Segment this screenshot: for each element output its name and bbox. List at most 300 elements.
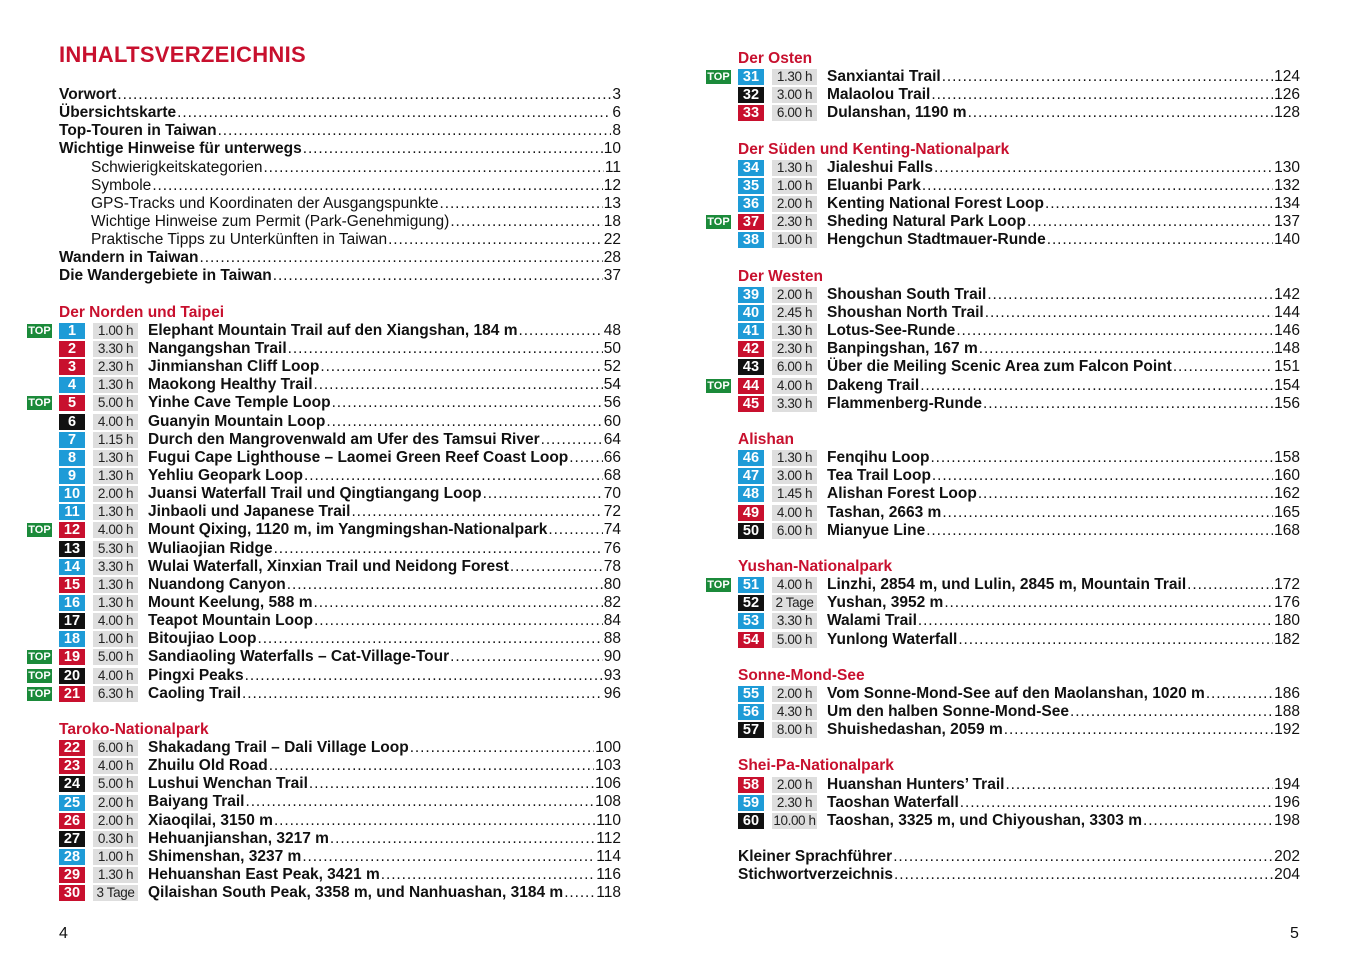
tour-entry[interactable]: [59, 576, 621, 594]
page-ref: 96: [603, 684, 621, 702]
tour-entry[interactable]: [59, 558, 621, 576]
top-tour-badge: TOP: [707, 71, 730, 84]
page-ref: 82: [603, 593, 621, 611]
dot-leader: [314, 612, 603, 630]
dot-leader: [1047, 231, 1273, 249]
tour-entry[interactable]: [738, 631, 1300, 649]
tour-title: Sanxiantai Trail: [827, 68, 941, 86]
dot-leader: [893, 848, 1273, 866]
duration-label: 6.00 h: [93, 740, 138, 756]
toc-entry[interactable]: [59, 195, 621, 213]
page-ref: 78: [603, 557, 621, 575]
duration-label: 1.30 h: [93, 867, 138, 883]
duration-label: 5.00 h: [93, 776, 138, 792]
page-ref: 137: [1274, 213, 1300, 231]
tour-number-badge: 8: [59, 450, 85, 466]
duration-label: 2.00 h: [93, 813, 138, 829]
toc-entry[interactable]: [59, 267, 621, 285]
tour-entry[interactable]: [59, 540, 621, 558]
tour-number-badge: 25: [59, 795, 85, 811]
page-ref: 158: [1274, 449, 1300, 467]
tour-entry[interactable]: [738, 703, 1300, 721]
dot-leader: [152, 177, 602, 195]
top-tour-badge: TOP: [28, 651, 51, 664]
tour-number-badge: 30: [59, 885, 85, 901]
duration-label: 1.45 h: [772, 486, 817, 502]
section-heading: Shei-Pa-Nationalpark: [738, 757, 894, 775]
duration-label: 6.00 h: [772, 359, 817, 375]
tour-number-badge: 27: [59, 831, 85, 847]
entry-title: Wichtige Hinweise zum Permit (Park-Genehmigung): [91, 212, 450, 230]
tour-title: Über die Meiling Scenic Area zum Falcon Point: [827, 358, 1172, 376]
top-tour-badge: TOP: [707, 216, 730, 229]
tour-number-badge: 35: [738, 178, 764, 194]
section-heading: Der Norden und Taipei: [59, 303, 225, 321]
page-ref: 198: [1274, 811, 1300, 829]
duration-label: 1.30 h: [93, 595, 138, 611]
tour-title: Pingxi Peaks: [148, 666, 244, 684]
page-ref: 142: [1274, 285, 1300, 303]
page-ref: 100: [595, 739, 621, 757]
top-tour-badge: TOP: [28, 687, 51, 700]
tour-entry[interactable]: [28, 684, 621, 703]
tour-entry[interactable]: [28, 648, 621, 666]
tour-entry[interactable]: [738, 159, 1300, 177]
tour-entry[interactable]: [738, 177, 1300, 195]
top-tour-badge: TOP: [28, 524, 51, 537]
page-ref: 188: [1274, 703, 1300, 721]
duration-label: 2 Tage: [772, 595, 817, 611]
tour-entry[interactable]: [738, 231, 1300, 249]
duration-label: 0.30 h: [93, 831, 138, 847]
duration-label: 6.30 h: [93, 686, 138, 702]
tour-title: Huanshan Hunters’ Trail: [827, 775, 1005, 793]
tour-entry[interactable]: [59, 630, 621, 648]
tour-entry[interactable]: [738, 395, 1300, 413]
tour-number-badge: 44: [738, 378, 764, 394]
tour-entry[interactable]: [738, 594, 1300, 612]
tour-entry[interactable]: [738, 358, 1300, 376]
tour-entry[interactable]: [738, 776, 1300, 794]
tour-entry[interactable]: [59, 358, 621, 376]
tour-number-badge: 45: [738, 396, 764, 412]
tour-number-badge: 54: [738, 632, 764, 648]
tour-entry[interactable]: [707, 213, 1300, 231]
dot-leader: [894, 866, 1273, 884]
page-number-left: 4: [59, 925, 68, 942]
tour-entry[interactable]: [59, 884, 621, 902]
tour-entry[interactable]: [707, 376, 1300, 395]
duration-label: 2.00 h: [93, 486, 138, 502]
tour-entry[interactable]: [59, 866, 621, 884]
page-ref: 148: [1274, 340, 1300, 358]
tour-title: Fenqihu Loop: [827, 449, 930, 467]
tour-entry[interactable]: [738, 504, 1300, 522]
tour-title: Jialeshui Falls: [827, 158, 933, 176]
dot-leader: [287, 576, 603, 594]
tour-title: Dakeng Trail: [827, 376, 920, 394]
tour-entry[interactable]: [59, 594, 621, 612]
spacer: [738, 123, 1300, 141]
dot-leader: [541, 431, 603, 449]
tour-entry[interactable]: [59, 449, 621, 467]
tour-title: Dulanshan, 1190 m: [827, 104, 967, 122]
page-ref: 28: [603, 249, 621, 267]
tour-number-badge: 50: [738, 523, 764, 539]
page-ref: 64: [603, 430, 621, 448]
duration-label: 10.00 h: [773, 812, 816, 828]
page-ref: 80: [603, 575, 621, 593]
tour-title: Yunlong Waterfall: [827, 630, 958, 648]
tour-title: Yehliu Geopark Loop: [148, 466, 304, 484]
tour-title: Alishan Forest Loop: [827, 485, 977, 503]
page-ref: 60: [603, 412, 621, 430]
toc-entry[interactable]: [59, 86, 621, 104]
toc-entry[interactable]: [59, 122, 621, 140]
page-ref: 192: [1274, 721, 1300, 739]
duration-label: 5.30 h: [93, 541, 138, 557]
duration-label: 4.00 h: [93, 414, 138, 430]
tour-title: Jinbaoli und Japanese Trail: [148, 503, 351, 521]
dot-leader: [1143, 812, 1273, 830]
tour-entry[interactable]: [59, 431, 621, 449]
tour-entry[interactable]: [738, 104, 1300, 122]
tour-entry[interactable]: [738, 322, 1300, 340]
dot-leader: [564, 884, 595, 902]
tour-title: Wulai Waterfall, Xinxian Trail und Neidong Forest: [148, 557, 509, 575]
tour-entry[interactable]: [59, 413, 621, 431]
page-ref: 132: [1274, 176, 1300, 194]
tour-entry[interactable]: [59, 793, 621, 811]
tour-entry[interactable]: [738, 485, 1300, 503]
tour-entry[interactable]: [738, 794, 1300, 812]
dot-leader: [242, 685, 603, 703]
tour-number-badge: 29: [59, 867, 85, 883]
tour-entry[interactable]: [738, 522, 1300, 540]
tour-title: Mianyue Line: [827, 521, 926, 539]
dot-leader: [926, 522, 1273, 540]
dot-leader: [200, 249, 603, 267]
tour-entry[interactable]: [738, 721, 1300, 739]
tour-title: Shoushan North Trail: [827, 303, 984, 321]
page-ref: 6: [612, 104, 621, 122]
dot-leader: [218, 122, 612, 140]
spacer: [59, 703, 621, 721]
entry-title: Top-Touren in Taiwan: [59, 122, 217, 140]
page-ref: 103: [595, 757, 621, 775]
tour-title: Mount Keelung, 588 m: [148, 593, 313, 611]
tour-entry[interactable]: [738, 449, 1300, 467]
tour-number-badge: 53: [738, 613, 764, 629]
duration-label: 2.00 h: [772, 196, 817, 212]
toc-entry[interactable]: [59, 159, 621, 177]
tour-title: Elephant Mountain Trail auf den Xiangshan, 184 m: [148, 321, 518, 339]
page-ref: 90: [603, 648, 621, 666]
dot-leader: [1173, 358, 1273, 376]
dot-leader: [920, 377, 1273, 395]
page-ref: 204: [1274, 866, 1300, 884]
tour-entry[interactable]: [59, 775, 621, 793]
tour-title: Shoushan South Trail: [827, 285, 987, 303]
tour-entry[interactable]: [59, 757, 621, 775]
page-ref: 172: [1274, 576, 1300, 594]
duration-label: 2.30 h: [772, 795, 817, 811]
tour-number-badge: 11: [59, 504, 85, 520]
tour-entry[interactable]: [28, 666, 621, 685]
tour-number-badge: 38: [738, 232, 764, 248]
duration-label: 4.00 h: [93, 522, 138, 538]
tour-number-badge: 4: [59, 377, 85, 393]
tour-title: Fugui Cape Lighthouse – Laomei Green Reef Coast Loop: [148, 448, 569, 466]
duration-label: 1.30 h: [93, 377, 138, 393]
toc-entry[interactable]: [59, 104, 621, 122]
top-tour-badge: TOP: [28, 324, 51, 337]
tour-entry[interactable]: [59, 485, 621, 503]
toc-entry[interactable]: [59, 213, 621, 231]
tour-number-badge: 5: [59, 395, 85, 411]
tour-number-badge: 56: [738, 704, 764, 720]
spacer: [738, 413, 1300, 431]
duration-label: 2.45 h: [772, 305, 817, 321]
tour-title: Juansi Waterfall Trail und Qingtiangang Loop: [148, 485, 482, 503]
duration-label: 4.30 h: [772, 704, 817, 720]
toc-entry[interactable]: [59, 249, 621, 267]
tour-number-badge: 14: [59, 559, 85, 575]
entry-title: Vorwort: [59, 86, 117, 103]
page-ref: 146: [1274, 322, 1300, 340]
tour-title: Mount Qixing, 1120 m, im Yangmingshan-Nationalpark: [148, 521, 548, 539]
tour-title: Caoling Trail: [148, 684, 242, 702]
page-ref: 106: [595, 775, 621, 793]
tour-number-badge: 32: [738, 87, 764, 103]
toc-entry[interactable]: [738, 866, 1300, 884]
tour-title: Nuandong Canyon: [148, 575, 286, 593]
spacer: [738, 250, 1300, 268]
tour-number-badge: 34: [738, 160, 764, 176]
section-heading: Der Westen: [738, 267, 823, 285]
dot-leader: [388, 231, 603, 249]
page-ref: 66: [603, 448, 621, 466]
tour-entry[interactable]: [738, 340, 1300, 358]
dot-leader: [978, 485, 1273, 503]
page-number-right: 5: [1290, 925, 1299, 942]
tour-title: Sandiaoling Waterfalls – Cat-Village-Tour: [148, 648, 450, 666]
tour-entry[interactable]: [28, 321, 621, 340]
tour-entry[interactable]: [738, 86, 1300, 104]
duration-label: 3.30 h: [93, 559, 138, 575]
page-ref: 68: [603, 466, 621, 484]
tour-entry[interactable]: [59, 340, 621, 358]
tour-number-badge: 6: [59, 414, 85, 430]
entry-title: Übersichtskarte: [59, 104, 177, 122]
duration-label: 1.00 h: [93, 849, 138, 865]
dot-leader: [918, 612, 1273, 630]
duration-label: 1.00 h: [93, 323, 138, 339]
toc-entry[interactable]: [59, 177, 621, 195]
dot-leader: [1045, 195, 1273, 213]
tour-number-badge: 60: [738, 813, 764, 829]
tour-entry[interactable]: [28, 394, 621, 412]
page-ref: 74: [603, 521, 621, 539]
page-ref: 11: [604, 158, 621, 176]
tour-number-badge: 42: [738, 341, 764, 357]
tour-entry[interactable]: [59, 812, 621, 830]
tour-number-badge: 24: [59, 776, 85, 792]
tour-number-badge: 26: [59, 813, 85, 829]
page-ref: 151: [1274, 358, 1300, 376]
tour-entry[interactable]: [707, 68, 1300, 86]
duration-label: 6.00 h: [772, 523, 817, 539]
tour-entry[interactable]: [738, 286, 1300, 304]
duration-label: 2.30 h: [772, 341, 817, 357]
spacer: [59, 902, 621, 920]
dot-leader: [351, 503, 602, 521]
dot-leader: [381, 866, 596, 884]
page-ref: 50: [603, 339, 621, 357]
page-ref: 124: [1274, 68, 1300, 86]
tour-number-badge: 39: [738, 287, 764, 303]
tour-entry[interactable]: [59, 830, 621, 848]
dot-leader: [958, 631, 1273, 649]
dot-leader: [274, 540, 603, 558]
tour-title: Shimenshan, 3237 m: [148, 847, 302, 865]
tour-title: Taoshan, 3325 m, und Chiyoushan, 3303 m: [827, 811, 1142, 829]
page-ref: 84: [603, 612, 621, 630]
tour-entry[interactable]: [59, 739, 621, 757]
page-ref: 202: [1274, 848, 1300, 866]
tour-number-badge: 59: [738, 795, 764, 811]
top-tour-badge: TOP: [707, 579, 730, 592]
tour-number-badge: 47: [738, 468, 764, 484]
entry-title: Wandern in Taiwan: [59, 249, 199, 267]
tour-entry[interactable]: [59, 848, 621, 866]
tour-title: Yinhe Cave Temple Loop: [148, 394, 331, 412]
tour-title: Xiaoqilai, 3150 m: [148, 811, 273, 829]
tour-title: Vom Sonne-Mond-See auf den Maolanshan, 1020 m: [827, 684, 1205, 702]
tour-title: Wuliaojian Ridge: [148, 539, 273, 557]
dot-leader: [309, 775, 594, 793]
duration-label: 3.00 h: [772, 87, 817, 103]
dot-leader: [942, 68, 1273, 86]
page-ref: 176: [1274, 594, 1300, 612]
tour-entry[interactable]: [738, 304, 1300, 322]
dot-leader: [314, 594, 603, 612]
page-ref: 72: [603, 503, 621, 521]
dot-leader: [326, 413, 602, 431]
dot-leader: [304, 467, 603, 485]
tour-number-badge: 10: [59, 486, 85, 502]
dot-leader: [302, 848, 595, 866]
dot-leader: [330, 830, 595, 848]
duration-label: 4.00 h: [93, 613, 138, 629]
page-ref: 54: [603, 376, 621, 394]
tour-entry[interactable]: [59, 612, 621, 630]
toc-entry[interactable]: [59, 231, 621, 249]
toc-entry[interactable]: [738, 848, 1300, 866]
tour-number-badge: 3: [59, 359, 85, 375]
section-heading: Der Osten: [738, 50, 813, 67]
duration-label: 4.00 h: [93, 758, 138, 774]
tour-entry[interactable]: [59, 467, 621, 485]
page-ref: 3: [612, 86, 621, 103]
tour-number-badge: 15: [59, 577, 85, 593]
tour-entry[interactable]: [738, 467, 1300, 485]
tour-number-badge: 28: [59, 849, 85, 865]
tour-entry[interactable]: [738, 685, 1300, 703]
tour-number-badge: 49: [738, 505, 764, 521]
dot-leader: [548, 521, 602, 539]
dot-leader: [930, 449, 1273, 467]
tour-number-badge: 17: [59, 613, 85, 629]
page-ref: 182: [1274, 630, 1300, 648]
dot-leader: [1005, 776, 1273, 794]
dot-leader: [245, 793, 594, 811]
page-ref: 52: [603, 358, 621, 376]
tour-entry[interactable]: [738, 195, 1300, 213]
duration-label: 4.00 h: [772, 577, 817, 593]
tour-title: Shuishedashan, 2059 m: [827, 721, 1003, 739]
tour-entry[interactable]: [59, 376, 621, 394]
duration-label: 3.30 h: [772, 396, 817, 412]
dot-leader: [117, 86, 611, 104]
duration-label: 1.00 h: [772, 178, 817, 194]
tour-title: Lushui Wenchan Trail: [148, 775, 308, 793]
dot-leader: [273, 267, 603, 285]
dot-leader: [960, 794, 1273, 812]
tour-title: Nangangshan Trail: [148, 339, 287, 357]
duration-label: 5.00 h: [772, 632, 817, 648]
dot-leader: [1027, 213, 1273, 231]
entry-title: Praktische Tipps zu Unterkünften in Taiwan: [91, 231, 388, 249]
dot-leader: [450, 648, 603, 666]
section-heading: Taroko-Nationalpark: [59, 720, 209, 738]
page-ref: 194: [1274, 775, 1300, 793]
spacer: [738, 830, 1300, 848]
tour-entry[interactable]: [59, 503, 621, 521]
dot-leader: [410, 739, 594, 757]
tour-title: Qilaishan South Peak, 3358 m, und Nanhuashan, 3184 m: [148, 884, 564, 902]
duration-label: 1.30 h: [772, 323, 817, 339]
tour-number-badge: 48: [738, 486, 764, 502]
page-ref: 118: [596, 884, 621, 902]
duration-label: 1.30 h: [93, 577, 138, 593]
dot-leader: [263, 159, 603, 177]
dot-leader: [303, 140, 603, 158]
duration-label: 4.00 h: [93, 668, 138, 684]
tour-entry[interactable]: [707, 576, 1300, 594]
dot-leader: [518, 322, 602, 340]
section-heading: Yushan-Nationalpark: [738, 557, 893, 575]
duration-label: 1.30 h: [772, 160, 817, 176]
duration-label: 1.30 h: [93, 468, 138, 484]
entry-title: Stichwortverzeichnis: [738, 866, 894, 884]
tour-number-badge: 16: [59, 595, 85, 611]
tour-title: Taoshan Waterfall: [827, 793, 959, 811]
tour-title: Lotus-See-Runde: [827, 322, 956, 340]
top-tour-badge: TOP: [707, 379, 730, 392]
entry-title: Die Wandergebiete in Taiwan: [59, 267, 272, 285]
tour-title: Kenting National Forest Loop: [827, 195, 1044, 213]
tour-entry[interactable]: [28, 521, 621, 539]
page-ref: 156: [1274, 394, 1300, 412]
dot-leader: [569, 449, 602, 467]
duration-label: 6.00 h: [772, 105, 817, 121]
tour-entry[interactable]: [738, 812, 1300, 830]
toc-entry[interactable]: [59, 140, 621, 158]
tour-entry[interactable]: [738, 612, 1300, 630]
tour-title: Sheding Natural Park Loop: [827, 213, 1026, 231]
tour-title: Flammenberg-Runde: [827, 394, 983, 412]
